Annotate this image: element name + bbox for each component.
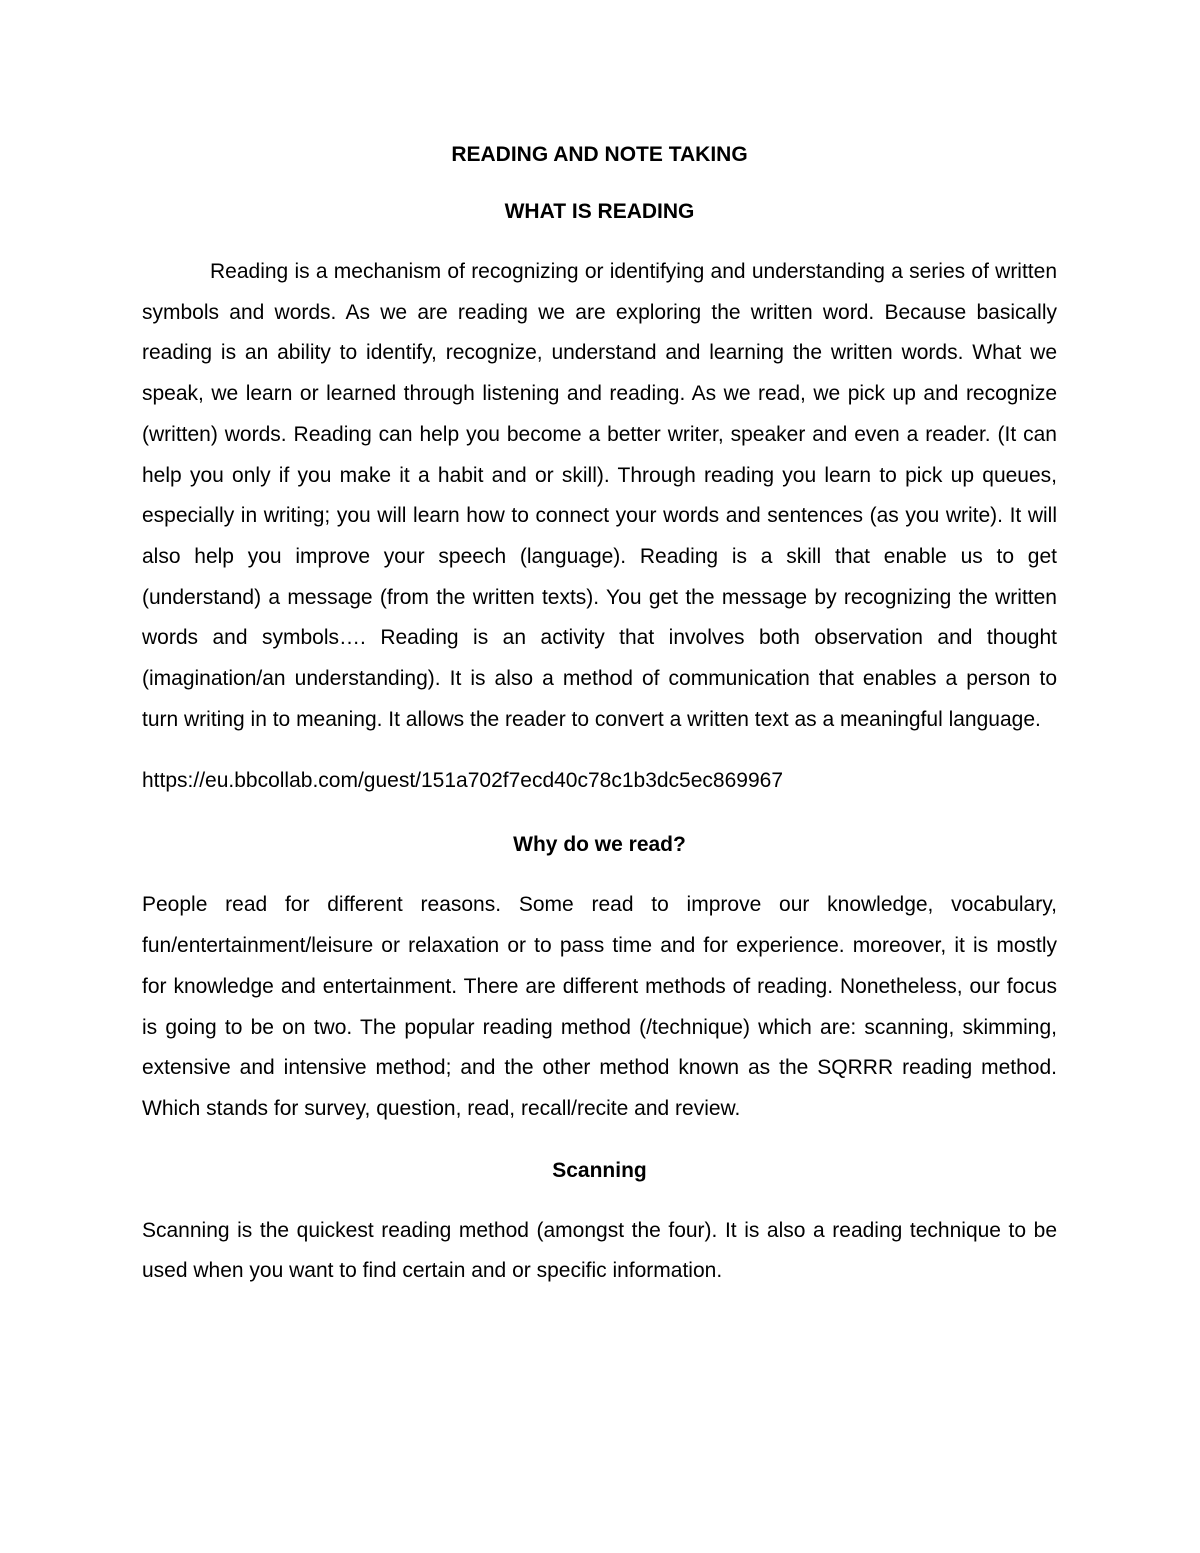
paragraph-scanning: Scanning is the quickest reading method (amongst the four). It is also a reading technique to be used when you want to find certain and or specific information. — [142, 1218, 1057, 1283]
document-title: READING AND NOTE TAKING — [451, 143, 748, 166]
section-heading-what-is-reading: WHAT IS READING — [504, 200, 695, 223]
paragraph-why-do-we-read: People read for different reasons. Some read to improve our knowledge, vocabulary, fun/entertainment/leisure or relaxation or to pass time and for experience. moreover, it is mostly for knowledge and entertainment. There are different methods of reading. Nonetheless, our focus is going to be on two. The popular reading method (/technique) which are: scanning, skimming, extensive and intensive method; and the other method known as the SQRRR reading method. Which stands for survey, question, read, recall/recite and review. — [142, 893, 1057, 1120]
section-heading-scanning: Scanning — [552, 1158, 647, 1182]
document-content — [142, 140, 1057, 1318]
section-heading-why-do-we-read: Why do we read? — [513, 833, 686, 857]
paragraph-what-is-reading: Reading is a mechanism of recognizing or identifying and understanding a series of written symbols and words. As we are reading we are exploring the written word. Because basically reading is an ability to identify, recognize, understand and learning the written words. What we speak, we learn or learned through listening and reading. As we read, we pick up and recognize (written) words. Reading can help you become a better writer, speaker and even a reader. (It can help you only if you make it a habit and or skill). Through reading you learn to pick up queues, especially in writing; you will learn how to connect your words and sentences (as you write). It will also help you improve your speech (language). Reading is a skill that enable us to get (understand) a message (from the written texts). You get the message by recognizing the written words and symbols…. Reading is an activity that involves both observation and thought (imagination/an understanding). It is also a method of communication that enables a person to turn writing in to meaning. It allows the reader to convert a written text as a meaningful language. — [142, 260, 1057, 731]
collab-link[interactable]: https://eu.bbcollab.com/guest/151a702f7ecd40c78c1b3dc5ec869967 — [142, 769, 783, 793]
